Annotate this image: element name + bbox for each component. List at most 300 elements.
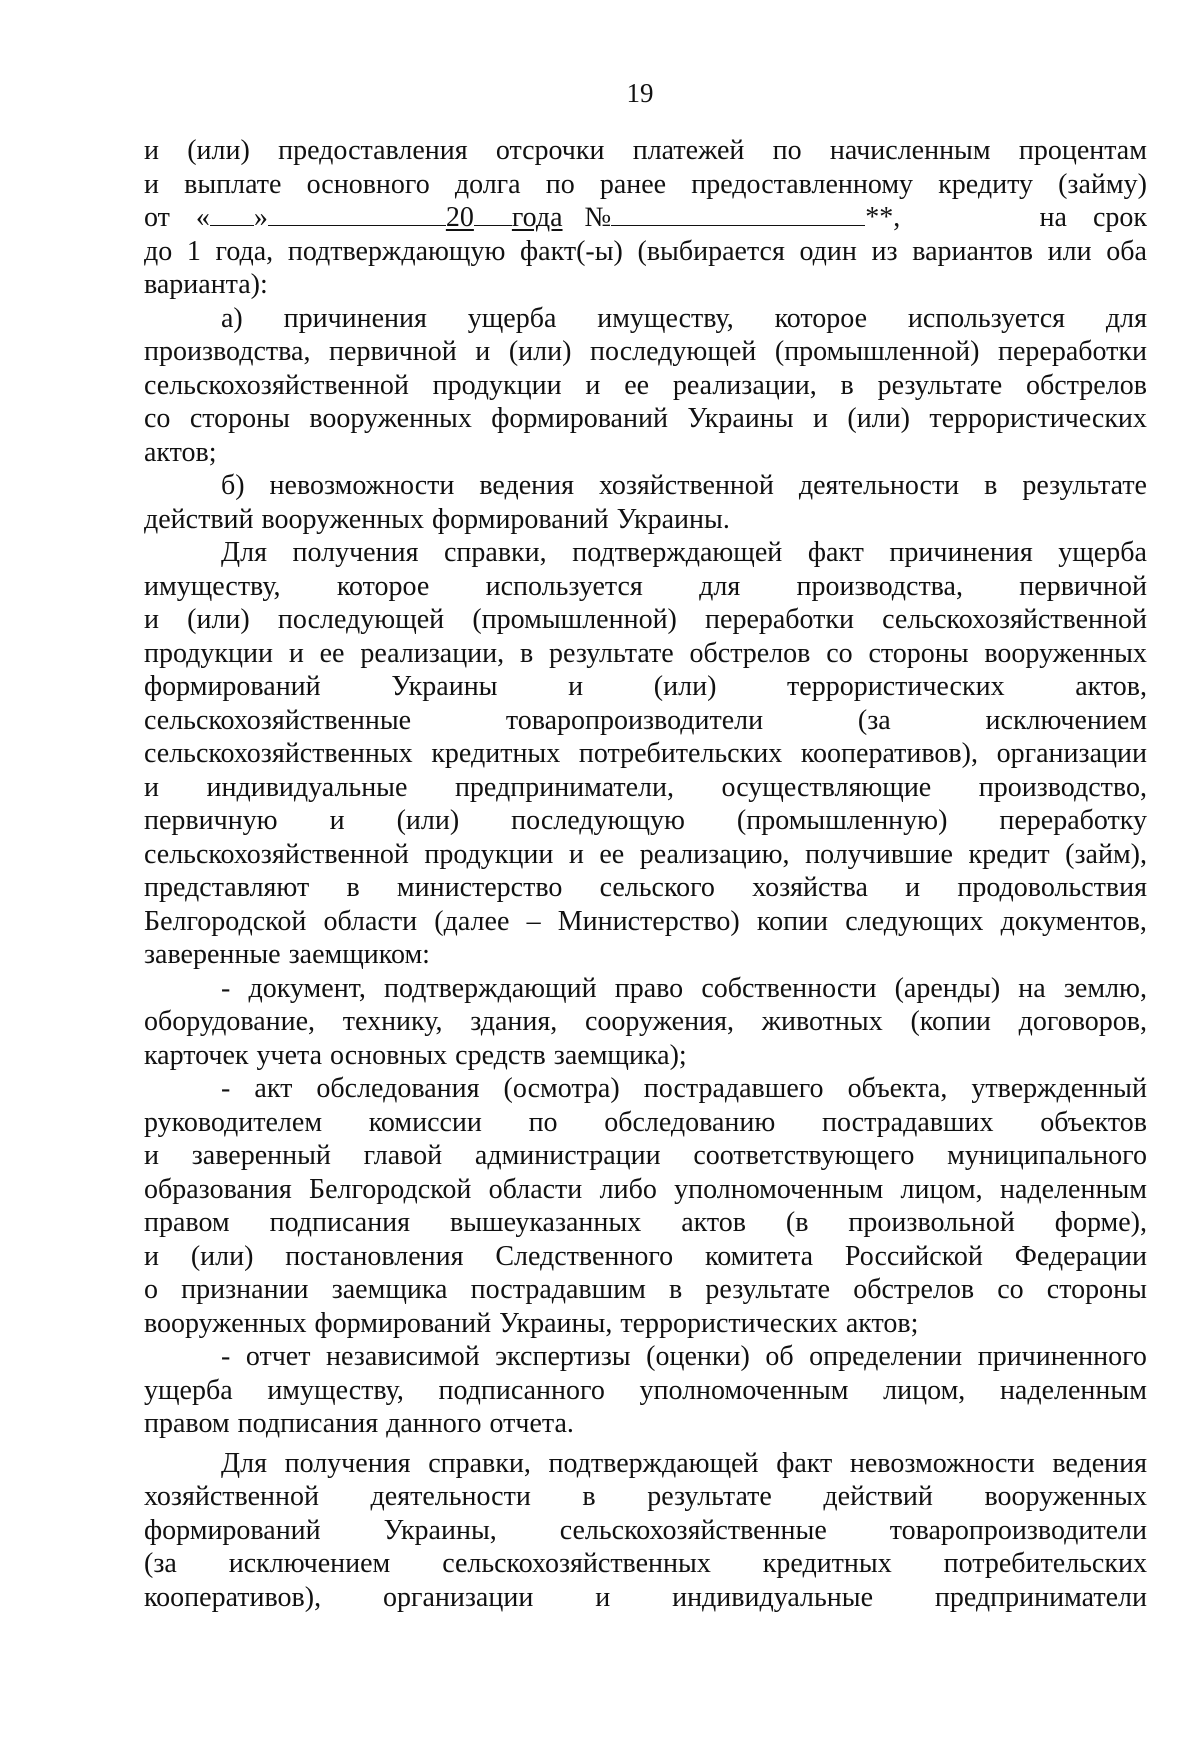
word: продукции	[432, 369, 562, 401]
text-line	[144, 1106, 1147, 1140]
text-line	[144, 1206, 1147, 1240]
word: ущерба	[467, 302, 557, 334]
word: в	[669, 1274, 683, 1305]
word: в	[346, 872, 360, 903]
word: утвержденный	[971, 1073, 1147, 1104]
word: представляют	[144, 872, 310, 903]
text-line	[144, 771, 1147, 805]
text-line	[144, 804, 1147, 838]
word: (или)	[396, 805, 460, 836]
word: и	[288, 637, 304, 669]
word: для	[1105, 302, 1147, 334]
text-line	[144, 369, 1147, 403]
word: формирований	[144, 671, 321, 702]
word: переработки	[705, 604, 854, 635]
word: уполномоченным	[639, 1374, 849, 1406]
word: выплате	[184, 168, 282, 200]
word: заемщика);	[553, 1039, 687, 1071]
word: (или)	[187, 604, 250, 635]
term-word: срок	[1092, 202, 1147, 233]
word: лицом,	[883, 1374, 966, 1406]
word: в	[840, 369, 854, 401]
word: ведения	[1052, 1447, 1147, 1479]
word: (в	[785, 1207, 809, 1238]
word: (или)	[653, 671, 717, 702]
word: факт(-ы)	[520, 235, 623, 267]
word: и	[475, 336, 491, 367]
word: (или)	[847, 403, 910, 434]
word: вооруженных	[144, 1307, 307, 1339]
word: хозяйственной	[144, 1481, 319, 1512]
word: право	[614, 972, 684, 1004]
word: кредитных	[762, 1548, 892, 1579]
text-line	[144, 637, 1147, 671]
word: средств	[455, 1039, 546, 1071]
word: переработки	[998, 336, 1147, 367]
word: для	[699, 570, 741, 602]
word: области	[323, 905, 418, 937]
word: сельского	[599, 872, 715, 903]
word: карточек	[144, 1039, 249, 1071]
word: постановления	[285, 1240, 464, 1272]
word: формирований	[432, 503, 609, 535]
word: произвольной	[848, 1207, 1015, 1238]
word: подписания	[237, 1408, 379, 1439]
word: кредит	[968, 838, 1050, 870]
word: переработку	[999, 805, 1147, 836]
word: оборудование,	[144, 1006, 316, 1037]
word: кредиту	[938, 168, 1033, 200]
word: используется	[907, 302, 1066, 334]
word: хозяйства	[752, 872, 868, 903]
word: (или)	[190, 1240, 254, 1272]
text-line	[144, 503, 1147, 537]
word: деятельности	[798, 470, 960, 501]
word: документ,	[248, 972, 366, 1004]
word: комитета	[705, 1240, 814, 1272]
word: Российской	[844, 1240, 983, 1272]
word: (за	[144, 1548, 177, 1579]
word: со	[997, 1274, 1024, 1305]
text-line	[144, 335, 1147, 369]
word: предприниматели	[934, 1581, 1147, 1613]
date-number-line	[144, 201, 1147, 235]
text-line	[144, 1547, 1147, 1581]
text-line	[144, 1480, 1147, 1514]
word: по	[528, 1106, 558, 1138]
word: организации	[996, 738, 1147, 769]
word: Министерство)	[557, 905, 740, 937]
word: 1	[186, 235, 201, 267]
word: основных	[330, 1039, 448, 1071]
word: из	[871, 235, 898, 267]
text-line	[144, 469, 1147, 503]
word: ранее	[599, 168, 667, 200]
word: сельскохозяйственной	[882, 604, 1147, 635]
word: об	[765, 1341, 794, 1372]
word: действий	[823, 1481, 933, 1512]
word: последующую	[511, 805, 685, 836]
word: (промышленной)	[472, 604, 677, 635]
word: ведения	[479, 470, 574, 501]
word: и	[144, 1240, 159, 1272]
text-line	[144, 737, 1147, 771]
word: технику,	[342, 1006, 443, 1037]
word: собственности	[701, 972, 877, 1004]
word: и	[144, 168, 159, 200]
word: потребительских	[943, 1548, 1147, 1579]
word: (займу)	[1058, 168, 1147, 200]
text-line	[144, 1273, 1147, 1307]
word: вариантов	[912, 235, 1033, 267]
word: Украины	[391, 671, 498, 702]
word: Украины	[687, 403, 794, 434]
word: животных	[761, 1006, 883, 1037]
word: формирований	[314, 1307, 492, 1339]
word: либо	[599, 1173, 657, 1205]
text-line	[144, 268, 1147, 302]
number-label: №	[584, 202, 612, 233]
word: (или)	[508, 336, 572, 367]
text-line	[144, 603, 1147, 637]
word: вооруженных	[309, 403, 472, 434]
text-line	[144, 1039, 1147, 1073]
text-line	[144, 1340, 1147, 1374]
word: варианта):	[144, 269, 268, 300]
text-line	[144, 1514, 1147, 1548]
word: заверенные	[144, 939, 281, 970]
word: сельскохозяйственных	[442, 1548, 711, 1579]
word: (или)	[187, 135, 250, 166]
word: лицом,	[900, 1173, 983, 1205]
word: (осмотра)	[503, 1073, 620, 1104]
word: получения	[284, 1447, 411, 1479]
word: соответствующего	[693, 1140, 915, 1171]
text-line	[144, 1307, 1147, 1341]
word: отчет	[245, 1341, 311, 1372]
text-line	[144, 536, 1147, 570]
text-line	[144, 1072, 1147, 1106]
word: актов;	[845, 1307, 919, 1339]
word: землю,	[1063, 972, 1147, 1004]
word: со	[144, 403, 171, 434]
text-line	[144, 1581, 1147, 1615]
text-line	[144, 1447, 1147, 1481]
word: по	[772, 135, 802, 166]
word: (промышленной)	[774, 336, 980, 367]
word: пострадавшего	[643, 1073, 824, 1104]
word: или	[1047, 235, 1092, 267]
word: и	[905, 872, 921, 903]
word: имуществу,	[597, 302, 734, 334]
word: б)	[221, 470, 245, 501]
quote-open: «	[195, 202, 210, 233]
word: копии	[756, 905, 829, 937]
word: объекта,	[847, 1073, 948, 1104]
word: экспертизы	[495, 1341, 631, 1372]
word: вооруженных	[261, 503, 424, 535]
day-blank	[210, 201, 254, 226]
word: вышеуказанных	[450, 1207, 642, 1238]
word: предприниматели,	[454, 771, 675, 803]
word: документов,	[1000, 905, 1147, 937]
word: стороны	[189, 403, 290, 434]
word: заверенный	[191, 1140, 331, 1171]
word: имуществу,	[267, 1374, 404, 1406]
word: и	[144, 1140, 159, 1171]
word: получившие	[805, 838, 953, 870]
word: следующих	[845, 905, 984, 937]
word: (оценки)	[646, 1341, 750, 1372]
word: производства,	[796, 570, 963, 602]
text-line	[144, 838, 1147, 872]
word: договоров,	[1018, 1006, 1147, 1037]
word: (промышленную)	[736, 805, 948, 836]
word: один	[799, 235, 857, 267]
word: а)	[221, 302, 243, 334]
word: осуществляющие	[721, 771, 932, 803]
word: потребительских	[578, 738, 783, 769]
word: первичной	[1019, 570, 1147, 602]
word: невозможности	[849, 1447, 1035, 1479]
word: акт	[254, 1073, 293, 1104]
word: платежей	[632, 135, 745, 166]
word: и	[144, 771, 159, 803]
word: стороны	[868, 637, 969, 669]
word: Федерации	[1014, 1240, 1147, 1272]
word: -	[221, 1341, 231, 1372]
word: заемщика	[331, 1274, 448, 1305]
word: предоставления	[278, 135, 468, 166]
footnote-mark: **,	[865, 202, 901, 233]
word: начисленным	[829, 135, 991, 166]
word: со	[826, 637, 853, 669]
word: пострадавших	[821, 1106, 994, 1138]
word: кредитных	[431, 738, 561, 769]
word: ее	[624, 369, 650, 401]
word: ущерба	[1058, 537, 1147, 568]
word: -	[221, 1073, 231, 1104]
word: сельскохозяйственной	[144, 838, 409, 870]
word: производства,	[144, 336, 311, 367]
word: и	[812, 403, 828, 434]
word: подтверждающую	[287, 235, 506, 267]
text-line	[144, 134, 1147, 168]
word: основного	[306, 168, 430, 200]
word: справки,	[444, 537, 547, 568]
text-line	[144, 704, 1147, 738]
word: и	[144, 604, 159, 635]
word: заемщиком:	[288, 939, 430, 970]
word: последующей	[277, 604, 445, 635]
word: и	[568, 671, 584, 702]
word: в	[984, 470, 998, 501]
word: первичной	[329, 336, 457, 367]
word: факт	[807, 537, 864, 568]
word: (выбирается	[637, 235, 785, 267]
word: правом	[144, 1408, 230, 1439]
month-blank	[268, 201, 446, 226]
word: товаропроизводители	[889, 1514, 1147, 1546]
word: и	[568, 838, 584, 870]
word: Украины,	[383, 1514, 497, 1546]
word: правом	[144, 1207, 230, 1238]
text-block-bottom	[144, 235, 1147, 1615]
word: в	[519, 637, 534, 669]
term-label: на	[1039, 202, 1067, 233]
word: данного	[386, 1408, 482, 1439]
word: актов;	[144, 436, 217, 468]
word: Для	[221, 537, 267, 568]
word: имуществу,	[144, 570, 281, 602]
word: администрации	[474, 1140, 661, 1171]
word: (копии	[910, 1006, 991, 1037]
word: и	[585, 369, 601, 401]
word: учета	[256, 1039, 323, 1071]
word: (займ),	[1065, 838, 1147, 870]
word: невозможности	[269, 470, 455, 501]
word: реализации,	[672, 369, 817, 401]
word: причинения	[283, 302, 427, 334]
word: актов	[681, 1207, 746, 1238]
word: организации	[382, 1581, 534, 1613]
word: подтверждающей	[548, 1447, 759, 1479]
word: продукции	[144, 637, 273, 669]
word: муниципального	[947, 1140, 1147, 1171]
word: форме),	[1054, 1207, 1147, 1238]
word: определении	[809, 1341, 963, 1372]
text-line	[144, 1005, 1147, 1039]
word: -	[221, 972, 231, 1004]
word: вооруженных	[984, 637, 1147, 669]
word: объектов	[1040, 1106, 1147, 1138]
word: продовольствия	[957, 872, 1147, 903]
word: (аренды)	[894, 972, 1001, 1004]
word: Для	[221, 1447, 267, 1479]
word: сельскохозяйственных	[144, 738, 413, 769]
word: стороны	[1046, 1274, 1147, 1305]
number-blank	[611, 201, 865, 226]
word: подписания	[269, 1207, 411, 1238]
word: результате	[647, 1481, 772, 1512]
word: Следственного	[495, 1240, 674, 1272]
text-line	[144, 168, 1147, 202]
word: области	[488, 1173, 583, 1205]
word: товаропроизводители	[505, 704, 764, 736]
word: предоставленному	[691, 168, 914, 200]
word: которое	[336, 570, 430, 602]
word: независимой	[326, 1341, 480, 1372]
word: процентам	[1018, 135, 1147, 166]
word: наделенным	[999, 1173, 1147, 1205]
word: террористических	[787, 671, 1005, 702]
word: руководителем	[144, 1106, 323, 1138]
word: подписанного	[438, 1374, 605, 1406]
word: обстрелов	[689, 637, 811, 669]
from-label: от	[144, 202, 170, 233]
word: ущерба	[144, 1374, 233, 1406]
word: вооруженных	[984, 1481, 1147, 1512]
word: результате	[549, 637, 674, 669]
word: продукции	[424, 838, 554, 870]
word: террористических	[620, 1307, 838, 1339]
word: наделенным	[999, 1374, 1147, 1406]
word: результате	[1022, 470, 1147, 501]
word: реализации,	[360, 637, 505, 669]
word: обстрелов	[853, 1274, 975, 1305]
word: которое	[774, 302, 868, 334]
word: Белгородской	[309, 1173, 472, 1205]
word: причиненного	[977, 1341, 1147, 1372]
word: факт	[776, 1447, 833, 1479]
word: Украины.	[616, 503, 730, 535]
word: первичную	[144, 805, 278, 836]
word: главой	[363, 1140, 443, 1171]
word: результате	[877, 369, 1003, 401]
word: получения	[292, 537, 419, 568]
word: исключением	[228, 1548, 391, 1579]
word: исключением	[985, 704, 1147, 736]
word: комиссии	[368, 1106, 482, 1138]
word: образования	[144, 1173, 292, 1205]
word: здания,	[470, 1006, 558, 1037]
word: сельскохозяйственные	[559, 1514, 827, 1546]
word: деятельности	[370, 1481, 531, 1512]
year-prefix: 20	[445, 202, 474, 233]
word: подтверждающий	[383, 972, 597, 1004]
word: действий	[144, 503, 254, 535]
word: отчета.	[489, 1408, 574, 1439]
word: Белгородской	[144, 905, 307, 937]
text-line	[144, 1240, 1147, 1274]
word: реализацию,	[639, 838, 790, 870]
word: до	[144, 235, 173, 267]
word: уполномоченным	[674, 1173, 884, 1205]
document-body	[144, 134, 1147, 1614]
word: террористических	[929, 403, 1147, 434]
word: обстрелов	[1026, 369, 1147, 401]
word: причинения	[889, 537, 1033, 568]
word: Украины,	[499, 1307, 613, 1339]
word: подтверждающей	[572, 537, 783, 568]
quote-close: »	[253, 202, 268, 233]
text-line	[144, 302, 1147, 336]
text-line	[144, 436, 1147, 470]
word: и	[144, 135, 159, 166]
text-block-top	[144, 134, 1147, 201]
text-line	[144, 1374, 1147, 1408]
text-line	[144, 972, 1147, 1006]
word: кооперативов),	[800, 738, 978, 769]
word: отсрочки	[495, 135, 605, 166]
word: сельскохозяйственные	[144, 704, 412, 736]
word: –	[526, 905, 541, 937]
word: на	[1018, 972, 1046, 1004]
text-line	[144, 1139, 1147, 1173]
word: используется	[485, 570, 643, 602]
word: и	[329, 805, 345, 836]
word: последующей	[590, 336, 757, 367]
word: в	[582, 1481, 596, 1512]
text-line	[144, 1173, 1147, 1207]
text-line	[144, 235, 1147, 269]
text-line	[144, 905, 1147, 939]
text-line	[144, 1407, 1147, 1441]
word: результате	[705, 1274, 831, 1305]
word: хозяйственной	[598, 470, 774, 501]
word: и	[595, 1581, 611, 1613]
word: года,	[215, 235, 274, 267]
